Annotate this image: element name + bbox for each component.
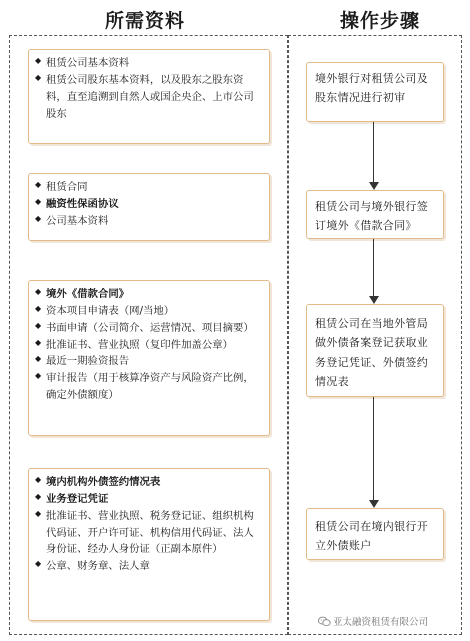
diamond-bullet-icon: ◆: [35, 559, 42, 569]
requirement-item: [35, 491, 263, 508]
requirement-text: 最近一期验资报告: [46, 355, 130, 368]
requirement-item: [35, 196, 263, 213]
diamond-bullet-icon: ◆: [35, 180, 42, 189]
requirement-item: [35, 508, 263, 559]
requirement-text: 租赁公司基本资料: [46, 57, 130, 69]
requirement-item: [35, 286, 263, 303]
step-text: 租赁公司在境内银行开立外债账户: [315, 520, 428, 553]
requirement-text: 书面申请（公司简介、运营情况、项目摘要）: [46, 321, 254, 334]
requirement-item: [35, 337, 263, 354]
requirements-box-account-opening: [28, 468, 270, 621]
down-arrow-icon: [369, 182, 379, 190]
requirement-item: [35, 213, 263, 230]
diamond-bullet-icon: ◆: [35, 508, 42, 518]
requirement-item: [35, 474, 263, 491]
step-box-sign-loan: [306, 190, 444, 239]
watermark: [318, 614, 428, 628]
diamond-bullet-icon: ◆: [35, 320, 42, 330]
diamond-bullet-icon: ◆: [35, 196, 42, 206]
step-box-forex-filing: [306, 304, 444, 397]
flow-connector-line: [373, 397, 374, 500]
requirement-text: 业务登记凭证: [46, 492, 109, 505]
diamond-bullet-icon: ◆: [35, 354, 42, 364]
flow-connector-line: [373, 122, 374, 182]
requirement-item: [35, 558, 263, 575]
step-text: 租赁公司在当地外管局做外债备案登记获取业务登记凭证、外债签约情况表: [315, 317, 428, 388]
step-box-open-account: [306, 508, 444, 560]
diamond-bullet-icon: ◆: [35, 56, 42, 65]
requirement-text: 境内机构外债签约情况表: [46, 476, 161, 488]
wechat-icon: [318, 616, 331, 627]
requirement-item: [35, 179, 263, 196]
requirement-text: 批准证书、营业执照、税务登记证、组织机构代码证、开户许可证、机构信用代码证、法人身份证、经办人身份证（正副本原件）: [46, 509, 254, 556]
watermark-text: 亚太融资租赁有限公司: [333, 617, 429, 628]
requirement-text: 资本项目申请表（网/当地）: [46, 304, 175, 317]
requirement-item: [35, 320, 263, 337]
diamond-bullet-icon: ◆: [35, 491, 42, 501]
requirement-item: [35, 370, 263, 404]
requirement-text: 公章、财务章、法人章: [46, 560, 150, 573]
requirement-text: 公司基本资料: [46, 214, 109, 227]
diamond-bullet-icon: ◆: [35, 371, 42, 381]
requirements-box-initial-review: [28, 49, 270, 144]
requirement-text: 融资性保函协议: [46, 197, 119, 210]
requirements-box-loan-signing: [28, 173, 270, 241]
flow-connector-line: [373, 239, 374, 296]
down-arrow-icon: [369, 296, 379, 304]
requirements-box-filing-registration: [28, 280, 270, 436]
down-arrow-icon: [369, 500, 379, 508]
step-box-initial-review: [306, 62, 444, 122]
requirement-text: 租赁合同: [46, 181, 88, 193]
diamond-bullet-icon: ◆: [35, 475, 42, 484]
step-text: 境外银行对租赁公司及股东情况进行初审: [315, 72, 428, 105]
requirement-text: 租赁公司股东基本资料，以及股东之股东资料，直至追溯到自然人或国企央企、上市公司股东: [46, 73, 254, 120]
step-text: 租赁公司与境外银行签订境外《借款合同》: [315, 200, 428, 233]
requirement-item: [35, 72, 263, 123]
requirement-text: 批准证书、营业执照（复印件加盖公章）: [46, 338, 234, 351]
requirement-item: [35, 353, 263, 370]
materials-column-title: 所需资料: [104, 10, 185, 32]
requirement-text: 境外《借款合同》: [46, 288, 130, 300]
diamond-bullet-icon: ◆: [35, 337, 42, 347]
diamond-bullet-icon: ◆: [35, 213, 42, 223]
steps-column-title: 操作步骤: [339, 10, 420, 32]
diamond-bullet-icon: ◆: [35, 303, 42, 313]
requirement-item: [35, 55, 263, 72]
diamond-bullet-icon: ◆: [35, 72, 42, 82]
requirement-item: [35, 303, 263, 320]
requirement-text: 审计报告（用于核算净资产与风险资产比例，确定外债额度）: [46, 372, 254, 402]
diamond-bullet-icon: ◆: [35, 287, 42, 296]
